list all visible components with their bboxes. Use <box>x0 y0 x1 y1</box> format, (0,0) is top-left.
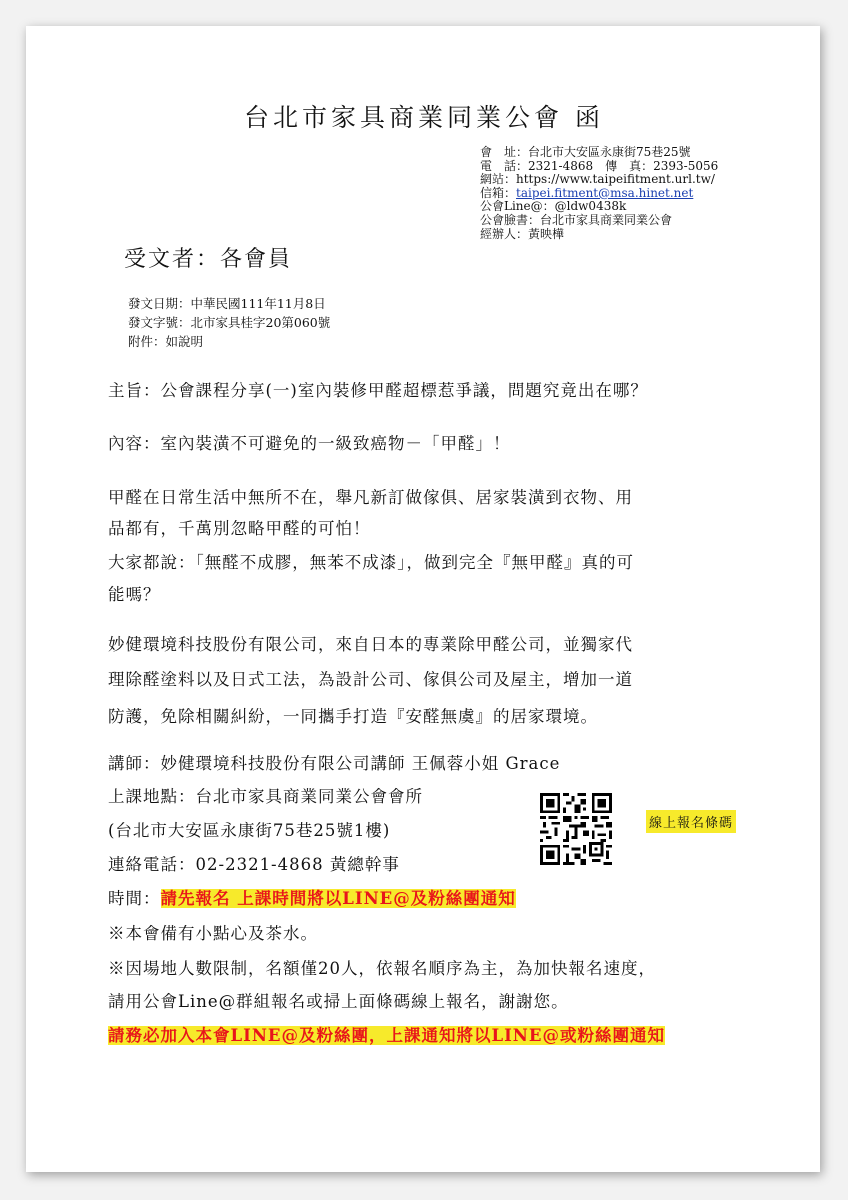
line-notice <box>108 1022 665 1046</box>
website[interactable]: 網站：https://www.taipeifitment.url.tw/ <box>480 172 715 187</box>
email-label: 信箱： <box>480 185 517 200</box>
registration-qr-code[interactable] <box>540 793 612 865</box>
paragraph-line: 能嗎？ <box>108 585 161 604</box>
snacks-note: ※本會備有小點心及茶水。 <box>108 924 318 943</box>
limit-note-line: ※因場地人數限制，名額僅20人，依報名順序為主，為加快報名速度， <box>108 959 656 978</box>
qr-code-label: 線上報名條碼 <box>646 810 736 833</box>
issue-meta <box>128 294 330 351</box>
time-label: 時間： <box>108 889 161 908</box>
paragraph-line: 品都有，千萬別忽略甲醛的可怕！ <box>108 519 371 538</box>
issue-date: 發文日期：中華民國111年11月8日 <box>128 296 326 311</box>
paragraph-line: 大家都說：「無醛不成膠，無苯不成漆」，做到完全『無甲醛』真的可 <box>108 553 634 572</box>
handler: 經辦人：黃映樺 <box>480 226 565 241</box>
attachment: 附件：如說明 <box>128 334 204 349</box>
paragraph-line: 防護，免除相關糾紛，一同攜手打造『安醛無虞』的居家環境。 <box>108 707 598 726</box>
recipient: 受文者：各會員 <box>124 247 293 272</box>
paragraph-line: 理除醛塗料以及日式工法，為設計公司、傢俱公司及屋主，增加一道 <box>108 670 633 689</box>
facebook: 公會臉書：台北市家具商業同業公會 <box>480 212 673 227</box>
paragraph-line: 甲醛在日常生活中無所不在，舉凡新訂做傢俱、居家裝潢到衣物、用 <box>108 488 633 507</box>
issue-number: 發文字號：北市家具桂字20第060號 <box>128 315 331 330</box>
content-heading: 內容：室內裝潢不可避免的一級致癌物－「甲醛」！ <box>108 434 511 453</box>
lecturer: 講師：妙健環境科技股份有限公司講師 王佩蓉小姐 Grace <box>108 754 561 773</box>
contact-phone: 連絡電話：02-2321-4868 黃總幹事 <box>108 855 400 874</box>
phone-fax: 電 話：2321-4868 傳 真：2393-5056 <box>480 158 719 173</box>
line-id: 公會Line@：@ldw0438k <box>480 199 627 214</box>
limit-note-line: 請用公會Line@群組報名或掃上面條碼線上報名，謝謝您。 <box>108 992 569 1011</box>
venue: 上課地點：台北市家具商業同業公會會所 <box>108 787 423 806</box>
letter-title: 台北市家具商業同業公會 函 <box>244 103 604 132</box>
time-value: 請先報名 上課時間將以LINE@及粉絲團通知 <box>160 889 516 908</box>
address: 會 址：台北市大安區永康街75巷25號 <box>480 145 691 159</box>
paragraph-line: 妙健環境科技股份有限公司，來自日本的專業除甲醛公司，並獨家代 <box>108 635 633 654</box>
association-info <box>480 146 718 241</box>
time-row <box>108 885 516 909</box>
email-link[interactable]: taipei.fitment@msa.hinet.net <box>516 185 694 200</box>
venue-address: (台北市大安區永康街75巷25號1樓) <box>108 821 391 840</box>
notice-text: 請務必加入本會LINE@及粉絲團，上課通知將以LINE@或粉絲團通知 <box>108 1026 665 1045</box>
subject: 主旨：公會課程分享(一)室內裝修甲醛超標惹爭議，問題究竟出在哪？ <box>108 381 648 400</box>
